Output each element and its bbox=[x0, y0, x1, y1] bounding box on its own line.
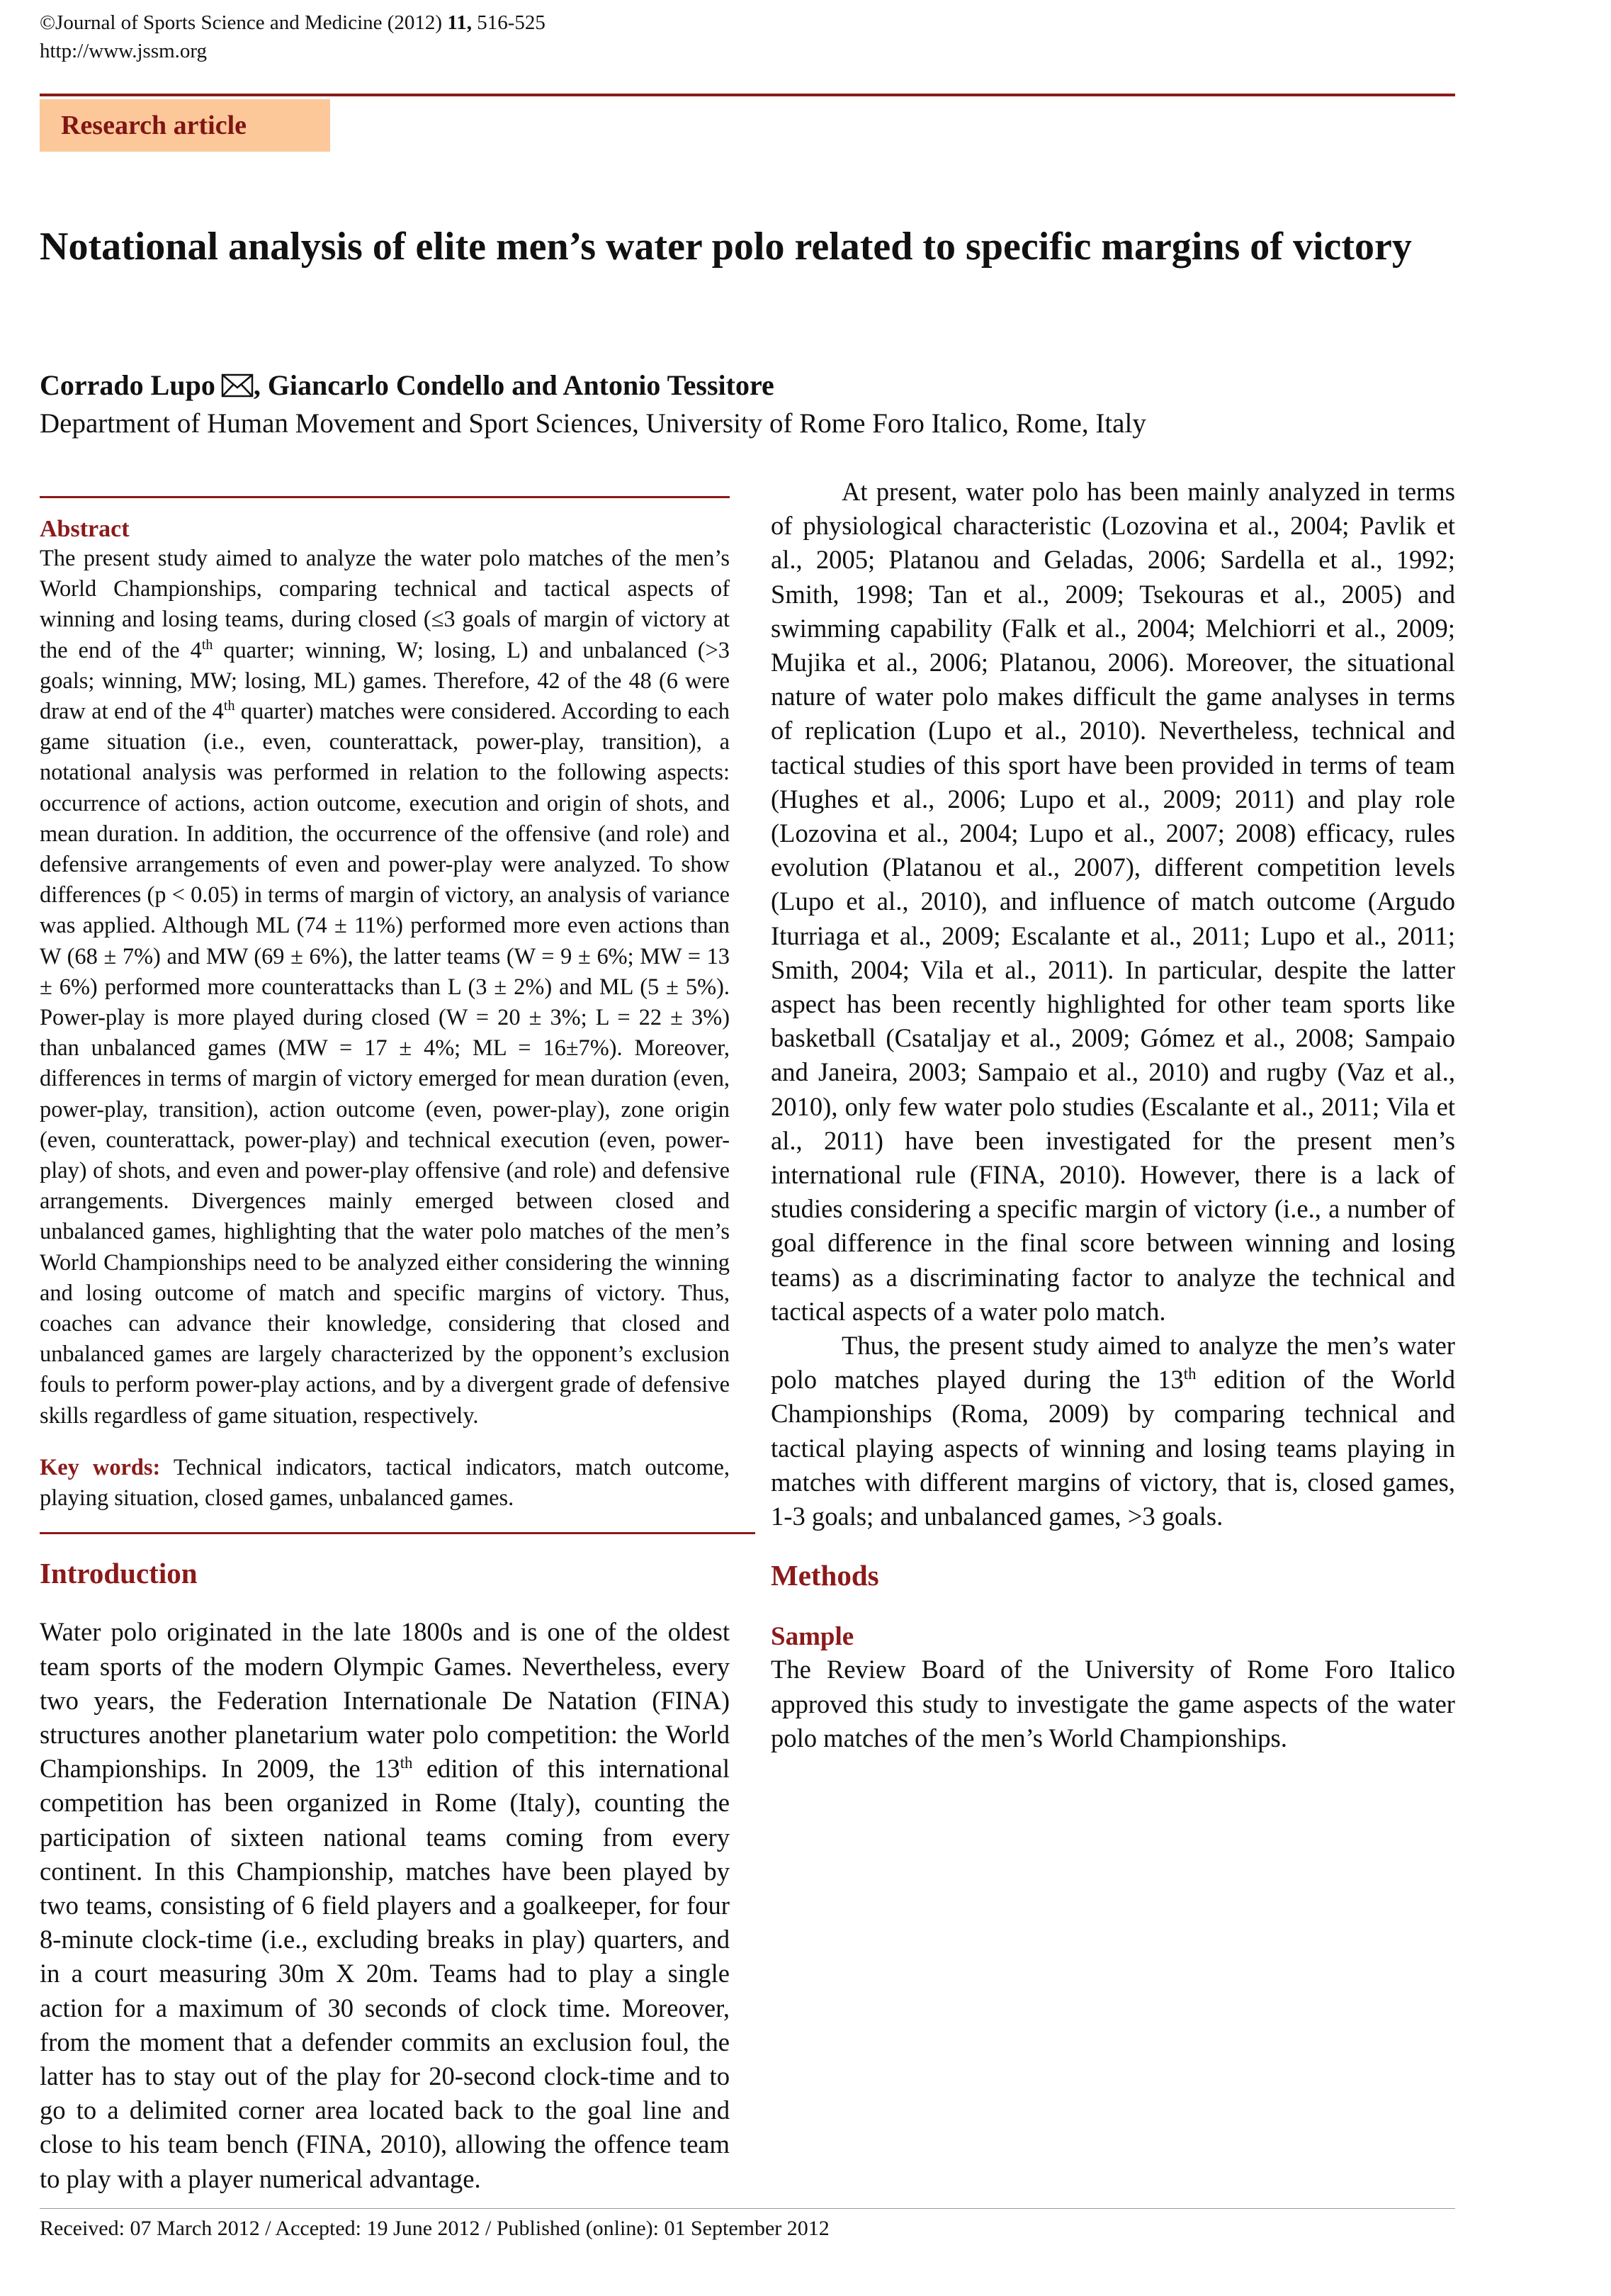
left-column bbox=[40, 496, 730, 2196]
envelope-icon[interactable] bbox=[221, 371, 254, 405]
journal-name: ©Journal of Sports Science and Medicine (2012) bbox=[40, 11, 443, 34]
abstract-text: The present study aimed to analyze the water polo matches of the men’s World Championships, comparing technical and tactical aspects of winning and losing teams, during closed (≤3 goals of margin of victory at the end of the 4th quarter; winning, W; losing, L) and unbalanced (>3 goals; winning, MW; losing, ML) games. Therefore, 42 of the 48 (6 were draw at end of the 4th quarter) matches were considered. According to each game situation (i.e., even, counterattack, power-play, transition), a notational analysis was performed in relation to the following aspects: occurrence of actions, action outcome, execution and origin of shots, and mean duration. In addition, the occurrence of the offensive (and role) and defensive arrangements of even and power-play were analyzed. To show differences (p < 0.05) in terms of margin of victory, an analysis of variance was applied. Although ML (74 ± 11%) performed more even actions than W (68 ± 7%) and MW (69 ± 6%), the latter teams (W = 9 ± 6%; MW = 13 ± 6%) performed more counterattacks than L (3 ± 2%) and ML (5 ± 5%). Power-play is more played during closed (W = 20 ± 3%; L = 22 ± 3%) than unbalanced games (MW = 17 ± 4%; ML = 16±7%). Moreover, differences in terms of margin of victory emerged for mean duration (even, power-play, transition), action outcome (even, power-play), zone origin (even, counterattack, power-play) and technical execution (even, power-play) of shots, and even and power-play offensive (and role) and defensive arrangements. Divergences mainly emerged between closed and unbalanced games, highlighting that the water polo matches of the men’s World Championships need to be analyzed either considering the winning and losing outcome of match and specific margins of victory. Thus, coaches can advance their knowledge, considering that closed and unbalanced games are largely characterized by the opponent’s exclusion fouls to perform power-play actions, and by a divergent grade of defensive skills regardless of game situation, respectively. bbox=[40, 546, 730, 1429]
sample-subheading: Sample bbox=[771, 1622, 854, 1652]
introduction-paragraph-2: At present, water polo has been mainly analyzed in terms of physiological characteristic (Lozovina et al., 2004; Pavlik et al., 2005; Platanou and Geladas, 2006; Sardella et al., 1992; Smith, 1998; Tan et al., 2009; Tsekouras et al., 2005) and swimming capability (Falk et al., 2004; Melchiorri et al., 2009; Mujika et al., 2006; Platanou, 2006). Moreover, the situational nature of water polo makes difficult the game analyses in terms of replication (Lupo et al., 2010). Nevertheless, technical and tactical studies of this sport have been provided in terms of team (Hughes et al., 2006; Lupo et al., 2009; 2011) and play role (Lozovina et al., 2004; Lupo et al., 2007; 2008) efficacy, rules evolution (Platanou et al., 2007), different competition levels (Lupo et al., 2010), and influence of match outcome (Argudo Iturriaga et al., 2009; Escalante et al., 2011; Lupo et al., 2011; Smith, 2004; Vila et al., 2011). In particular, despite the latter aspect has been recently highlighted for other team sports like basketball (Csataljay et al., 2009; Gómez et al., 2008; Sampaio and Janeira, 2003; Sampaio et al., 2010) and rugby (Vaz et al., 2010), only few water polo studies (Escalante et al., 2011; Vila et al., 2011) have been investigated for the present men’s international rule (FINA, 2010). However, there is a lack of studies considering a specific margin of victory (i.e., a number of goal difference in the final score between winning and losing teams) as a discriminating factor to analyze the technical and tactical aspects of a water polo match. bbox=[771, 477, 1455, 1326]
methods-paragraph-1: The Review Board of the University of Rome Foro Italico approved this study to investigate the game aspects of the water polo matches of the men’s World Championships. bbox=[771, 1655, 1455, 1752]
introduction-paragraph-1: Water polo originated in the late 1800s and is one of the oldest team sports of the modern Olympic Games. Nevertheless, every two years, the Federation Internationale De Natation (FINA) structures another planetarium water polo competition: the World Championships. In 2009, the 13th edition of this international competition has been organized in Rome (Italy), counting the participation of sixteen national teams coming from every continent. In this Championship, matches have been played by two teams, consisting of 6 field players and a goalkeeper, for four 8-minute clock-time (i.e., excluding breaks in play) quarters, and in a court measuring 30m X 20m. Teams had to play a single action for a maximum of 30 seconds of clock time. Moreover, from the moment that a defender commits an exclusion foul, the latter has to stay out of the play for 20-second clock-time and to go to a delimited corner area located back to the goal line and close to his team bench (FINA, 2010), allowing the offence team to play with a player numerical advantage. bbox=[40, 1617, 730, 2193]
footer-dates: Received: 07 March 2012 / Accepted: 19 June 2012 / Published (online): 01 September 2012 bbox=[40, 2217, 830, 2240]
keywords bbox=[40, 1453, 730, 1514]
abstract-rule-bottom bbox=[40, 1532, 755, 1534]
authors bbox=[40, 368, 774, 405]
right-column bbox=[771, 475, 1455, 1755]
journal-citation bbox=[40, 10, 546, 35]
keywords-label: Key words: bbox=[40, 1454, 161, 1480]
abstract-heading: Abstract bbox=[40, 516, 130, 542]
journal-pages: 516-525 bbox=[477, 11, 546, 34]
header-rule bbox=[40, 94, 1455, 96]
co-authors: , Giancarlo Condello and Antonio Tessitore bbox=[253, 369, 774, 401]
corresponding-author[interactable]: Corrado Lupo bbox=[40, 369, 215, 401]
journal-url[interactable]: http://www.jssm.org bbox=[40, 40, 208, 62]
keywords-text: Technical indicators, tactical indicators, match outcome, playing situation, closed games, unbalanced games. bbox=[40, 1454, 730, 1512]
journal-volume: 11, bbox=[447, 11, 472, 34]
article-type-badge: Research article bbox=[40, 99, 330, 152]
affiliation: Department of Human Movement and Sport Sciences, University of Rome Foro Italico, Rome, Italy bbox=[40, 408, 1146, 439]
introduction-heading: Introduction bbox=[40, 1557, 198, 1590]
abstract-rule-top bbox=[40, 496, 730, 498]
methods-heading: Methods bbox=[771, 1559, 879, 1592]
introduction-paragraph-3: Thus, the present study aimed to analyze the men’s water polo matches played during the 13th edition of the World Championships (Roma, 2009) by comparing technical and tactical playing aspects of winning and losing teams playing in matches with different margins of victory, that is, closed games, 1-3 goals; and unbalanced games, >3 goals. bbox=[771, 1331, 1455, 1531]
article-title: Notational analysis of elite men’s water polo related to specific margins of victory bbox=[40, 225, 1412, 269]
footer-rule bbox=[40, 2208, 1455, 2209]
